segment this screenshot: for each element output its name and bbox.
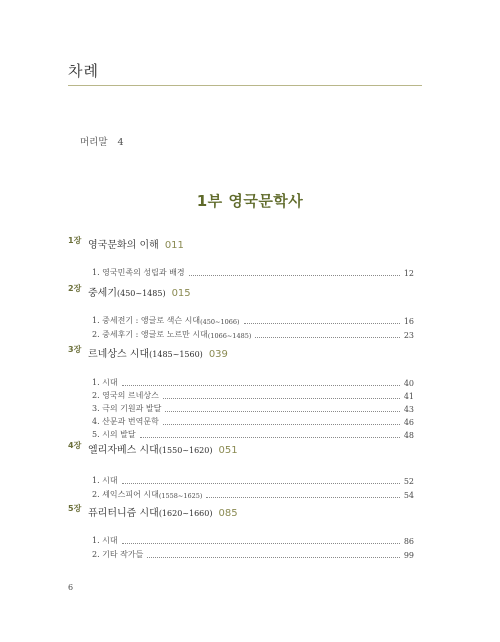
chapter-4 [0, 441, 500, 500]
chapter-1 [0, 236, 500, 278]
part-title: 1부 영국문학사 [196, 192, 304, 210]
toc-entry[interactable]: 1. 시대 40 [92, 378, 414, 388]
chapter-heading[interactable] [0, 441, 500, 457]
toc-entry[interactable]: 5. 시의 발달 48 [92, 430, 414, 440]
chapter-page: 085 [218, 508, 238, 519]
leader-dots [122, 385, 400, 386]
toc-entry[interactable]: 1. 시대 86 [92, 536, 414, 546]
chapter-2 [0, 284, 500, 340]
leader-dots [122, 483, 400, 484]
toc-entry[interactable]: 3. 극의 기원과 발달 43 [92, 404, 414, 414]
chapter-title: 퓨리터니즘 시대(1620~1660) 085 [88, 508, 238, 519]
entry-page: 40 [403, 379, 414, 388]
toc-entry[interactable]: 1. 시대 52 [92, 476, 414, 486]
chapter-5 [0, 504, 500, 560]
chapter-number: 3장 [68, 345, 82, 354]
entry-page: 41 [403, 392, 414, 401]
chapter-heading[interactable] [0, 504, 500, 520]
entry-page: 12 [403, 269, 414, 278]
toc-entry[interactable]: 4. 산문과 번역문학 46 [92, 417, 414, 427]
header-divider [68, 85, 422, 86]
chapter-page: 015 [171, 288, 191, 299]
toc-entry[interactable]: 2. 기타 작가들 99 [92, 550, 414, 560]
chapter-number: 5장 [68, 504, 82, 513]
preface-page: 4 [117, 137, 124, 148]
entry-page: 86 [403, 537, 414, 546]
page-title: 차례 [68, 62, 99, 80]
chapter-page: 039 [208, 349, 228, 360]
chapter-number: 4장 [68, 441, 82, 450]
chapter-heading[interactable] [0, 236, 500, 252]
leader-dots [165, 411, 399, 412]
chapter-title: 엘리자베스 시대(1550~1620) 051 [88, 445, 238, 456]
chapter-title: 르네상스 시대(1485~1560) 039 [88, 349, 228, 360]
chapter-heading[interactable] [0, 345, 500, 361]
toc-entry[interactable]: 1. 중세전기 : 앵글로 색슨 시대 (450~1066) 16 [92, 316, 414, 326]
chapter-page: 051 [218, 445, 238, 456]
toc-entry[interactable]: 2. 셰익스피어 시대 (1558~1625) 54 [92, 490, 414, 500]
entry-page: 23 [403, 331, 414, 340]
leader-dots [163, 398, 400, 399]
chapter-title: 영국문화의 이해 011 [88, 240, 184, 251]
chapter-number: 1장 [68, 236, 82, 245]
leader-dots [147, 557, 399, 558]
entry-page: 46 [403, 418, 414, 427]
preface-label: 머리말 [80, 137, 108, 148]
leader-dots [244, 323, 400, 324]
page-number: 6 [68, 583, 74, 592]
entry-page: 43 [403, 405, 414, 414]
chapter-title: 중세기(450~1485) 015 [88, 288, 191, 299]
leader-dots [140, 437, 400, 438]
toc-entry[interactable]: 2. 영국의 르네상스 41 [92, 391, 414, 401]
entry-page: 99 [403, 551, 414, 560]
entry-page: 52 [403, 477, 414, 486]
toc-entry[interactable]: 1. 영국민족의 성립과 배경 12 [92, 268, 414, 278]
leader-dots [163, 424, 400, 425]
chapter-page: 011 [164, 240, 184, 251]
entry-page: 16 [403, 317, 414, 326]
leader-dots [122, 543, 400, 544]
preface-entry[interactable] [80, 134, 124, 148]
entry-page: 54 [403, 491, 414, 500]
leader-dots [206, 497, 399, 498]
leader-dots [189, 275, 400, 276]
entry-page: 48 [403, 431, 414, 440]
chapter-number: 2장 [68, 284, 82, 293]
chapter-3 [0, 345, 500, 440]
toc-entry[interactable]: 2. 중세후기 : 앵글로 노르만 시대 (1066~1485) 23 [92, 330, 414, 340]
leader-dots [255, 337, 399, 338]
chapter-heading[interactable] [0, 284, 500, 300]
